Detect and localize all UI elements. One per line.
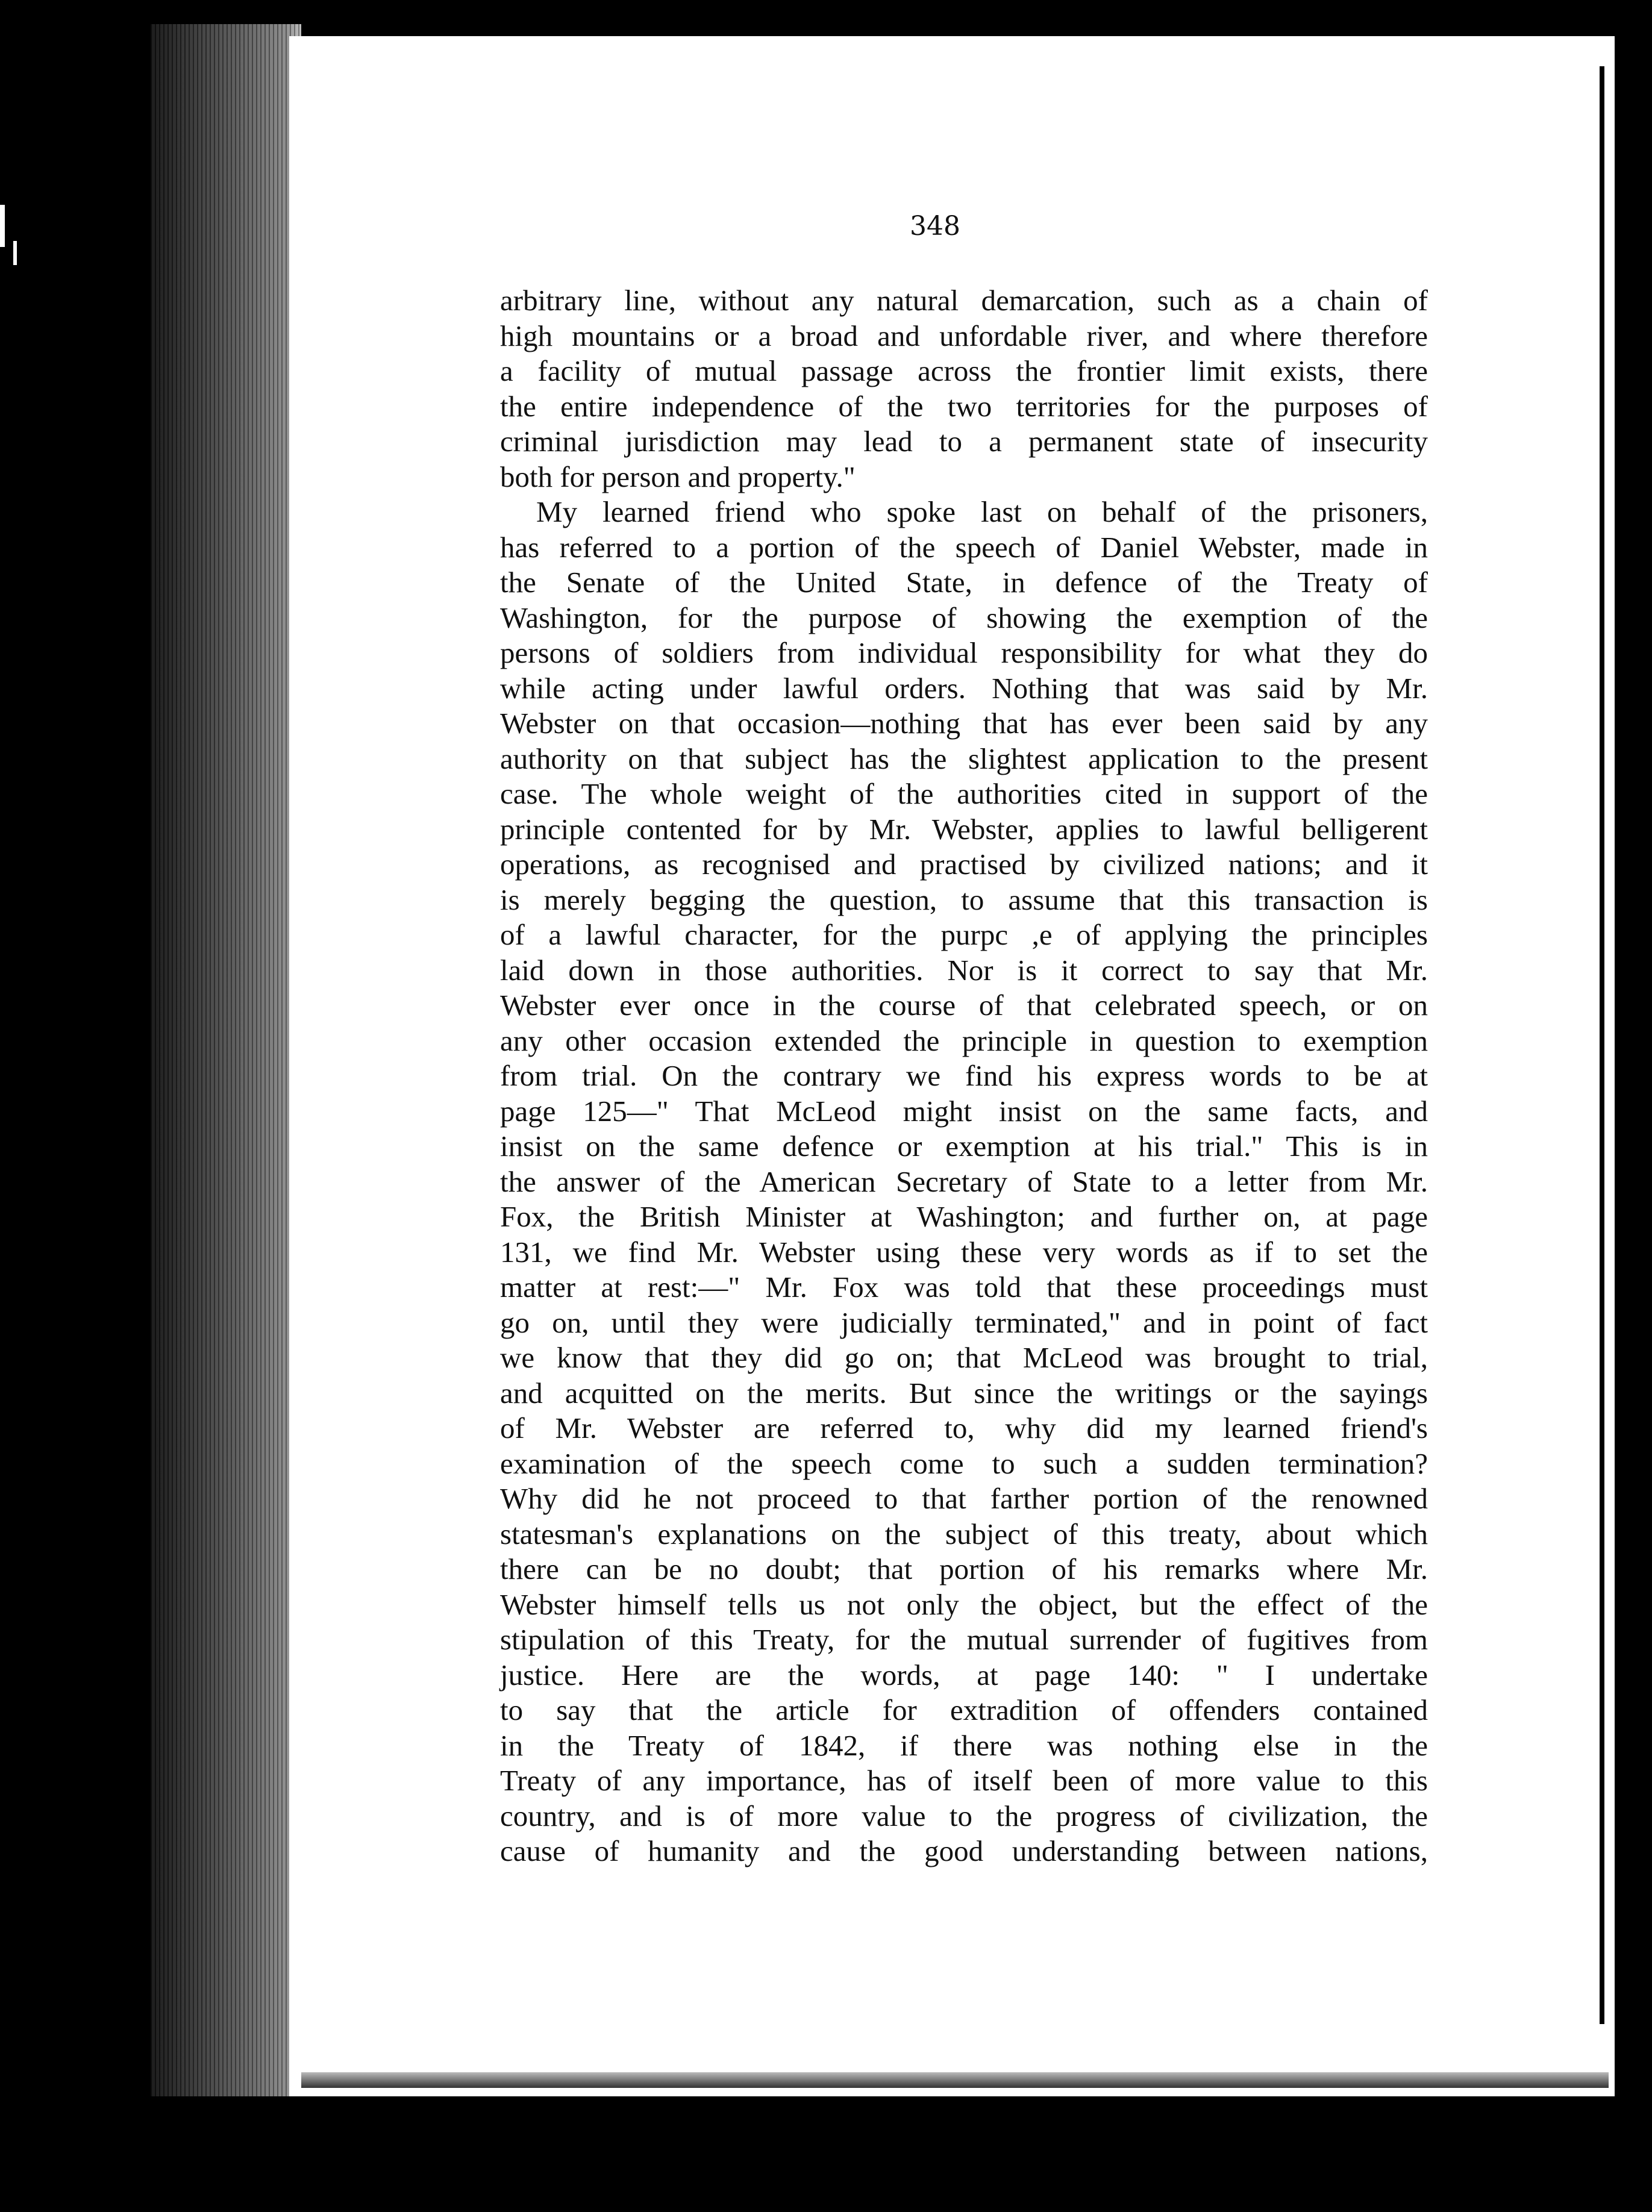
text-line: go on, until they were judicially terminated," and in point of fact	[500, 1305, 1428, 1339]
page-bottom-edge	[301, 2072, 1609, 2088]
text-line: persons of soldiers from individual responsibility for what they do	[500, 636, 1428, 669]
scan-mark-left	[0, 205, 5, 247]
text-line: Why did he not proceed to that farther portion of the renowned	[500, 1482, 1428, 1515]
text-line: from trial. On the contrary we find his express words to be at	[500, 1059, 1428, 1092]
text-line: both for person and property."	[500, 460, 856, 493]
text-line: country, and is of more value to the progress of civilization, the	[500, 1799, 1428, 1832]
text-line: we know that they did go on; that McLeod was brought to trial,	[500, 1341, 1428, 1374]
text-line: high mountains or a broad and unfordable river, and where therefore	[500, 319, 1428, 352]
text-line: arbitrary line, without any natural demarcation, such as a chain of	[500, 284, 1428, 317]
page-number: 348	[910, 211, 960, 242]
text-line: cause of humanity and the good understanding between nations,	[500, 1834, 1428, 1867]
text-line: principle contented for by Mr. Webster, applies to lawful belligerent	[500, 812, 1428, 846]
text-line: justice. Here are the words, at page 140: " I undertake	[500, 1658, 1428, 1692]
text-line: of a lawful character, for the purpc ,e of applying the principles	[500, 918, 1428, 951]
text-line: the answer of the American Secretary of State to a letter from Mr.	[500, 1164, 1428, 1198]
text-line: there can be no doubt; that portion of his remarks where Mr.	[500, 1552, 1428, 1586]
text-line: has referred to a portion of the speech of Daniel Webster, made in	[500, 530, 1428, 564]
text-line: Webster on that occasion—nothing that has ever been said by any	[500, 707, 1428, 740]
text-line: laid down in those authorities. Nor is it correct to say that Mr.	[500, 953, 1428, 987]
text-line: insist on the same defence or exemption at his trial." This is in	[500, 1129, 1428, 1163]
text-line: Webster ever once in the course of that celebrated speech, or on	[500, 989, 1428, 1022]
text-line: while acting under lawful orders. Nothing that was said by Mr.	[500, 671, 1428, 705]
text-line: and acquitted on the merits. But since the writings or the sayings	[500, 1376, 1428, 1410]
text-line: examination of the speech come to such a sudden termination?	[500, 1446, 1428, 1480]
page-right-border	[1600, 66, 1604, 2024]
text-line: the Senate of the United State, in defence of the Treaty of	[500, 566, 1428, 599]
text-line: matter at rest:—" Mr. Fox was told that these proceedings must	[500, 1270, 1428, 1304]
text-line: to say that the article for extradition of offenders contained	[500, 1693, 1428, 1726]
text-line: the entire independence of the two territories for the purposes of	[500, 389, 1428, 423]
text-line: is merely begging the question, to assume that this transaction is	[500, 883, 1428, 916]
text-line: case. The whole weight of the authorities cited in support of the	[500, 777, 1428, 810]
text-line: Washington, for the purpose of showing the exemption of the	[500, 601, 1428, 634]
text-line: in the Treaty of 1842, if there was nothing else in the	[500, 1728, 1428, 1762]
text-line: Fox, the British Minister at Washington; and further on, at page	[500, 1200, 1428, 1233]
text-line: operations, as recognised and practised by civilized nations; and it	[500, 848, 1428, 881]
text-line: a facility of mutual passage across the frontier limit exists, there	[500, 354, 1428, 387]
text-line: My learned friend who spoke last on behalf of the prisoners,	[536, 495, 1428, 528]
text-line: any other occasion extended the principle in question to exemption	[500, 1023, 1428, 1057]
text-line: authority on that subject has the slightest application to the present	[500, 742, 1428, 775]
text-line: 131, we find Mr. Webster using these very words as if to set the	[500, 1235, 1428, 1269]
book-edge-texture	[151, 24, 301, 2096]
text-line: Treaty of any importance, has of itself been of more value to this	[500, 1764, 1428, 1797]
text-line: page 125—" That McLeod might insist on the same facts, and	[500, 1094, 1428, 1128]
text-line: stipulation of this Treaty, for the mutual surrender of fugitives from	[500, 1623, 1428, 1656]
body-text	[500, 283, 1428, 1869]
scan-mark-left-2	[13, 241, 17, 265]
text-line: Webster himself tells us not only the object, but the effect of the	[500, 1587, 1428, 1621]
text-line: criminal jurisdiction may lead to a permanent state of insecurity	[500, 425, 1428, 458]
text-line: statesman's explanations on the subject of this treaty, about which	[500, 1517, 1428, 1551]
text-line: of Mr. Webster are referred to, why did my learned friend's	[500, 1411, 1428, 1445]
